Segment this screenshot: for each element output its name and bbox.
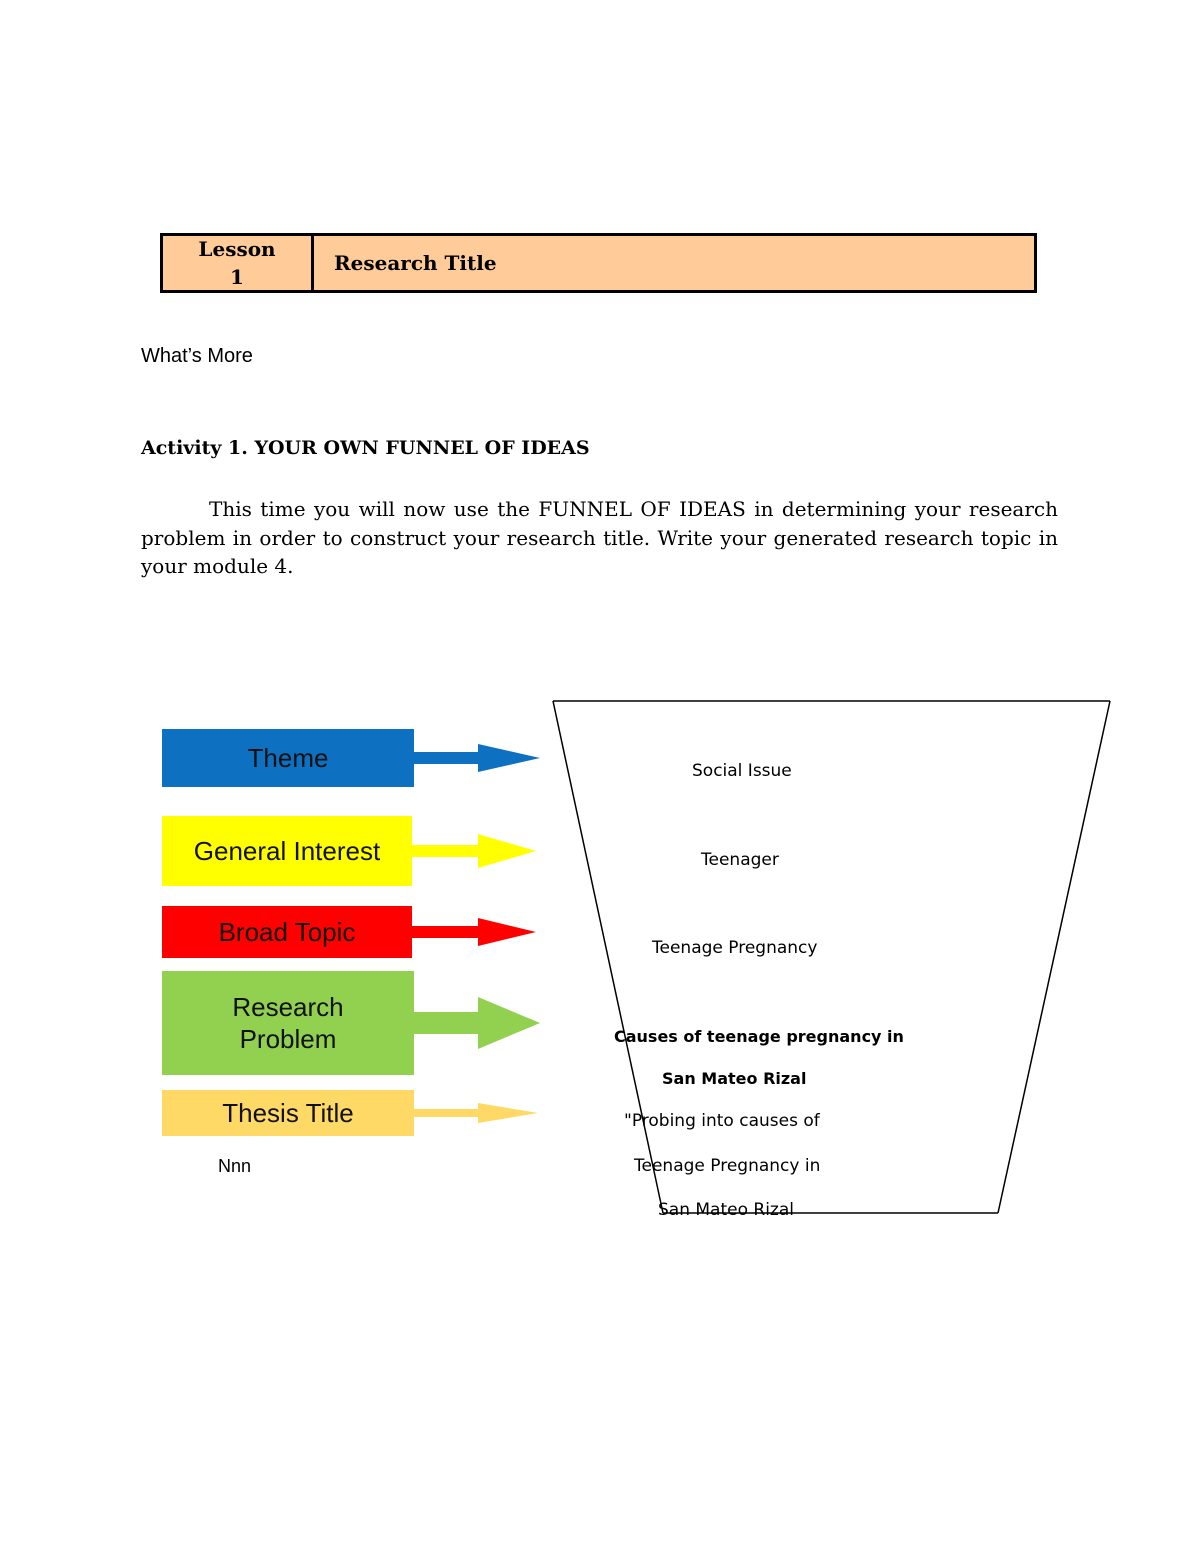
funnel-general-interest-text: Teenager	[701, 850, 779, 870]
funnel-theme-text: Social Issue	[692, 761, 792, 781]
funnel-left-edge	[553, 701, 663, 1213]
lesson-label: Lesson	[198, 237, 276, 261]
thesis-title-label: Thesis Title	[162, 1090, 414, 1136]
research-problem-label-line2: Problem	[239, 1024, 337, 1054]
funnel-research-problem-line2: San Mateo Rizal	[662, 1069, 807, 1088]
lesson-number: 1	[230, 265, 244, 289]
funnel-thesis-line3: San Mateo Rizal	[658, 1200, 794, 1220]
research-problem-label-line1: Research	[232, 992, 344, 1022]
funnel-thesis-line2: Teenage Pregnancy in	[634, 1156, 821, 1176]
funnel-right-edge	[998, 701, 1110, 1213]
section-heading: What’s More	[141, 345, 253, 367]
theme-label: Theme	[162, 729, 414, 787]
broad-topic-label: Broad Topic	[162, 906, 412, 958]
funnel-research-problem-line1: Causes of teenage pregnancy in	[614, 1027, 904, 1046]
lesson-title: Research Title	[334, 251, 497, 275]
activity-instructions: This time you will now use the FUNNEL OF IDEAS in determining your research problem in order to construct your research title. Write your generated research topic in your module 4.	[141, 497, 1058, 578]
activity-heading: Activity 1. YOUR OWN FUNNEL OF IDEAS	[141, 437, 590, 459]
funnel-thesis-line1: "Probing into causes of	[624, 1111, 820, 1131]
general-interest-label: General Interest	[162, 816, 412, 886]
funnel-broad-topic-text: Teenage Pregnancy	[652, 938, 818, 958]
note-text: Nnn	[218, 1156, 252, 1176]
